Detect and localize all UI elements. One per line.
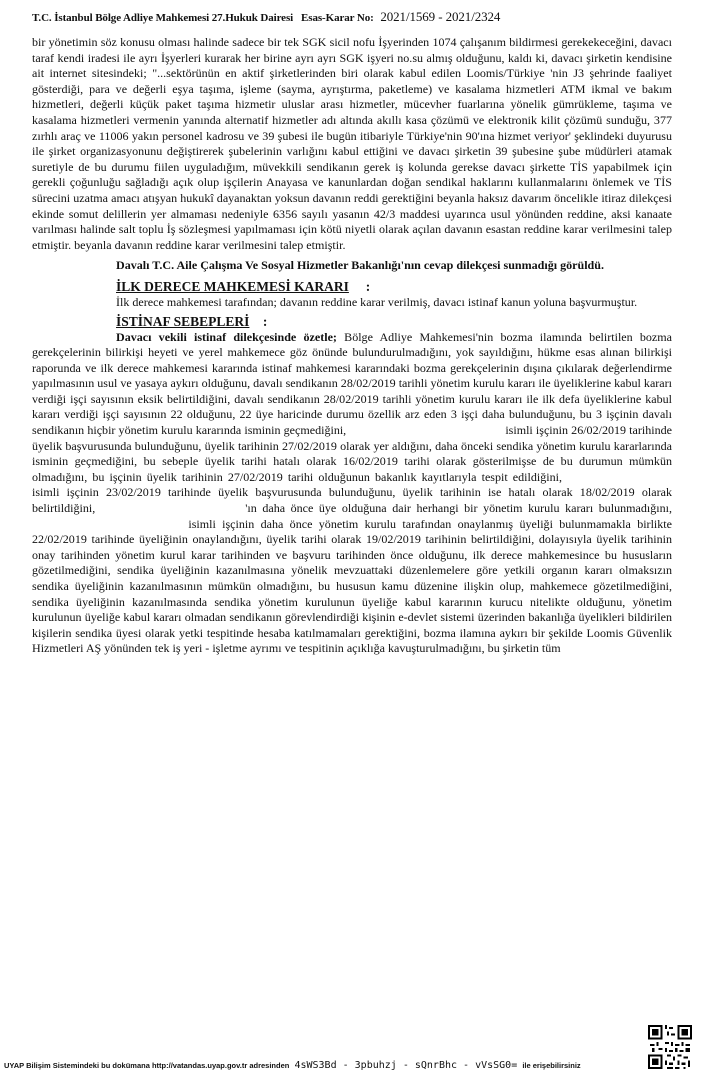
appeal-text-part-1: Bölge Adliye Mahkemesi'nin bozma ilamında belirtilen bozma gerekçelerinin bilirkişi heyeti ve yerel mahkemece göz önünde bulundurulmadığını, yok sayıldığını, hükme esas alınan bilirkişi raporunda ve ilk derece mahkemesi kararında istinaf mahkemesi kararındaki bozma gerekçelerinin dışına çıkılarak değerlendirme yapılmasının usul ve yasaya aykırı olduğunu, davalı sendikanın 28/02/2019 tarihli yönetim kurulu kararı ile üyeliklerine kabul kararı verdiği işçi sayısının eksik belirtildiğini, davalı sendikanın 28/02/2019 tarihli yönetim kurulu kararı ile ilk defa üyeliklerine kabul kararı verdiği işçi sayısının 22 olduğunu, 22 üye haricinde durumu özellik arz eden 3 işçi daha bulunduğunu, bu 3 işçinin davalı sendikanın hiçbir yönetim kurulu kararında isminin geçmediğini, (32, 329, 673, 438)
section-heading-first-instance-text: İLK DERECE MAHKEMESİ KARARI (116, 278, 349, 294)
footer-verification-text: UYAP Bilişim Sistemindeki bu dokümana http://vatandas.uyap.gov.tr adresinden (4, 1061, 290, 1070)
appeal-text-part-5: isimli işçinin daha önce yönetim kurulu tarafından onaylanmış üyeliği bulunmamakla birlikte 22/02/2019 tarihinde üyeliğinin onaylandığını, üyelik tarihi olarak 19/02/2019 tarihinin belirtildiğini, dolayısıyla üyelik tarihinin onay tarihinden yönetim kurul karar tarihinden ve başvuru tarihinden önce olduğunu, ilk derece mahkemesince bu hususların gözetilmediğini, sendika üyeliğinin kazanılmasına yönelik mevzuattaki düzenlemelere göre yetkili organın kararı olmaksızın sendika üyeliğinin kazanılmasının mümkün olmadığını, bu hususun kamu düzenine ilişkin olup, mahkemece gözetilmediğini, sendika üyeliğinin kazanılmasında sendika yönetim kurulunun üyeliğe kabul kararının kurucu nitelikte olduğunu, yönetim kurulunun üyeliğe kabul kararı olmadan sendikanın görevlendirdiği kişinin e-devlet sistemi üzerinden bakanlığa üyelikleri bildirilen kişilerin sendika üyesi olarak yetki tespitinde hesaba katılmamaları gerektiğini, bozma ilamına aykırı bir şekilde Loomis Güvenlik Hizmetleri AŞ yönünden tek iş yeri - işletme ayrımı ve tespitinin açıklığa kavuşturulmadığını, bu şirketin tüm (32, 516, 672, 656)
appeal-lead-in: Davacı vekili istinaf dilekçesinde özetle; (116, 329, 337, 344)
paragraph-defense-summary: bir yönetimin söz konusu olması halinde sadece bir tek SGK sicil nofu İşyerinden 1074 çalışanım bildirmesi gerekekeceğini, davacı taraf kendi iradesi ile ayrı İşyerleri kurarak her birine ayrı ayrı SGK işyeri no.su almış olduğunu, kaldı ki, davacı şirketin kendisine ait internet sitesindeki; "...sektörünün en aktif şirketlerinden biri olarak kabul edilen Loomis/Türkiye 'nin J3 şehrinde faaliyet gösterdiği, para ve değerli eşya taşıma, işleme (sayma, ayrıştırma, paketleme) ve kasalama hizmetleri ATM ikmal ve bakım hizmetleri, değerli küçük paket taşıma hizmetir uluslar arası hizmetler, mücevher fuarlarına yönelik gümrükleme, taşıma ve kasalama hizmetleri vermenin yanında alternatif hizmetler adı altında akıllı kasa çözümü ve elektronik kilit çözümü sunduğu, 377 zırhlı araç ve 11006 yakın personel kadrosu ve 39 şubesi ile bugün itibariyle Türkiye'nin 90'ına hizmet veriyor' şeklindeki duyurusu ile şirket organizasyonunu değiştirerek şubelerinin varlığını kabul ettiğini ve davacı şirketin 39 şubesine şube müdürleri atamak suretiyle de bu durumu fiilen uyguladığım, müvekkili sendikanın gerek iş kolunda gerekse davacı şirkette TİS yapabilmek için gerekli çoğunluğu sağladığı açık olup işçilerin Anayasa ve kanunlardan doğan sendikal haklarını kullanmalarını önlemek ve TİS sürecini uzatma amacı atışyan hukukî dayanaktan yoksun davanın reddi gerektiğini beyanla haksız davarım öncelikle itiraz dilekçesi ekinde somut delillerin yer almaması nedeniyle 6356 sayılı yasanın 42/3 maddesi uyarınca usul yönünden reddine, aksi kanaate varılması halinde salt toplu İş sözleşmesi yapılmaması için kötü niyetli olarak açılan davanın esastan reddine karar verilmesini talep etmiştir. beyanla davanın reddine karar verilmesini talep etmiştir. (32, 35, 672, 252)
appeal-text-part-2: isimli işçinin 26/02/2019 tarihinde üyelik başvurusunda bulunduğunu, üyelik tarihinin 27/02/2019 olarak yer aldığını, daha önceki sendika yönetim kurulu kararlarında isminin geçmediğini, bu sebeple üyelik tarihi hatalı olarak 16/02/2019 tarihi olarak gösterilmişse de bu durumun mümkün olmadığını, bu işçinin üyelik tarihinin 27/02/2019 tarihi olduğunun bakanlık kayıtlarıyla tespit edildiğini, (32, 423, 672, 484)
paragraph-first-instance-decision: İlk derece mahkemesi tarafından; davanın reddine karar verilmiş, davacı istinaf kanun yoluna başvurmuştur. (116, 294, 638, 309)
document-body (32, 35, 672, 657)
verification-code: 4sWS3Bd - 3pbuhzj - sQnrBhc - vVsSG0= (294, 1060, 518, 1071)
document-footer (4, 1060, 644, 1071)
document-header (32, 9, 682, 25)
case-number-label: Esas-Karar No: (301, 12, 374, 24)
footer-suffix: ile erişebilirsiniz (522, 1061, 581, 1070)
appeal-text-part-4: 'ın daha önce üye olduğuna dair herhangi bir yönetim kurulu kararı bulunmadığını, (245, 501, 672, 516)
section-heading-appeal-grounds: İSTİNAF SEBEPLERİ : (116, 313, 268, 329)
qr-code-icon (648, 1025, 692, 1069)
paragraph-appeal-grounds (32, 330, 672, 657)
court-name: T.C. İstanbul Bölge Adliye Mahkemesi 27.Hukuk Dairesi (32, 12, 294, 24)
appeal-text-part-3: isimli işçinin 23/02/2019 tarihinde üyelik başvurusunda bulunduğunu, üyelik tarihinin ise hatalı olarak 18/02/2019 olarak belirtildiğini, (32, 485, 672, 516)
case-number: 2021/1569 - 2021/2324 (380, 9, 501, 24)
paragraph-ministry-no-response: Davalı T.C. Aile Çalışma Ve Sosyal Hizmetler Bakanlığı'nın cevap dilekçesi sunmadığı görüldü. (116, 258, 604, 273)
section-heading-first-instance: İLK DERECE MAHKEMESİ KARARI : (116, 278, 371, 294)
section-heading-appeal-grounds-text: İSTİNAF SEBEPLERİ (116, 313, 250, 329)
